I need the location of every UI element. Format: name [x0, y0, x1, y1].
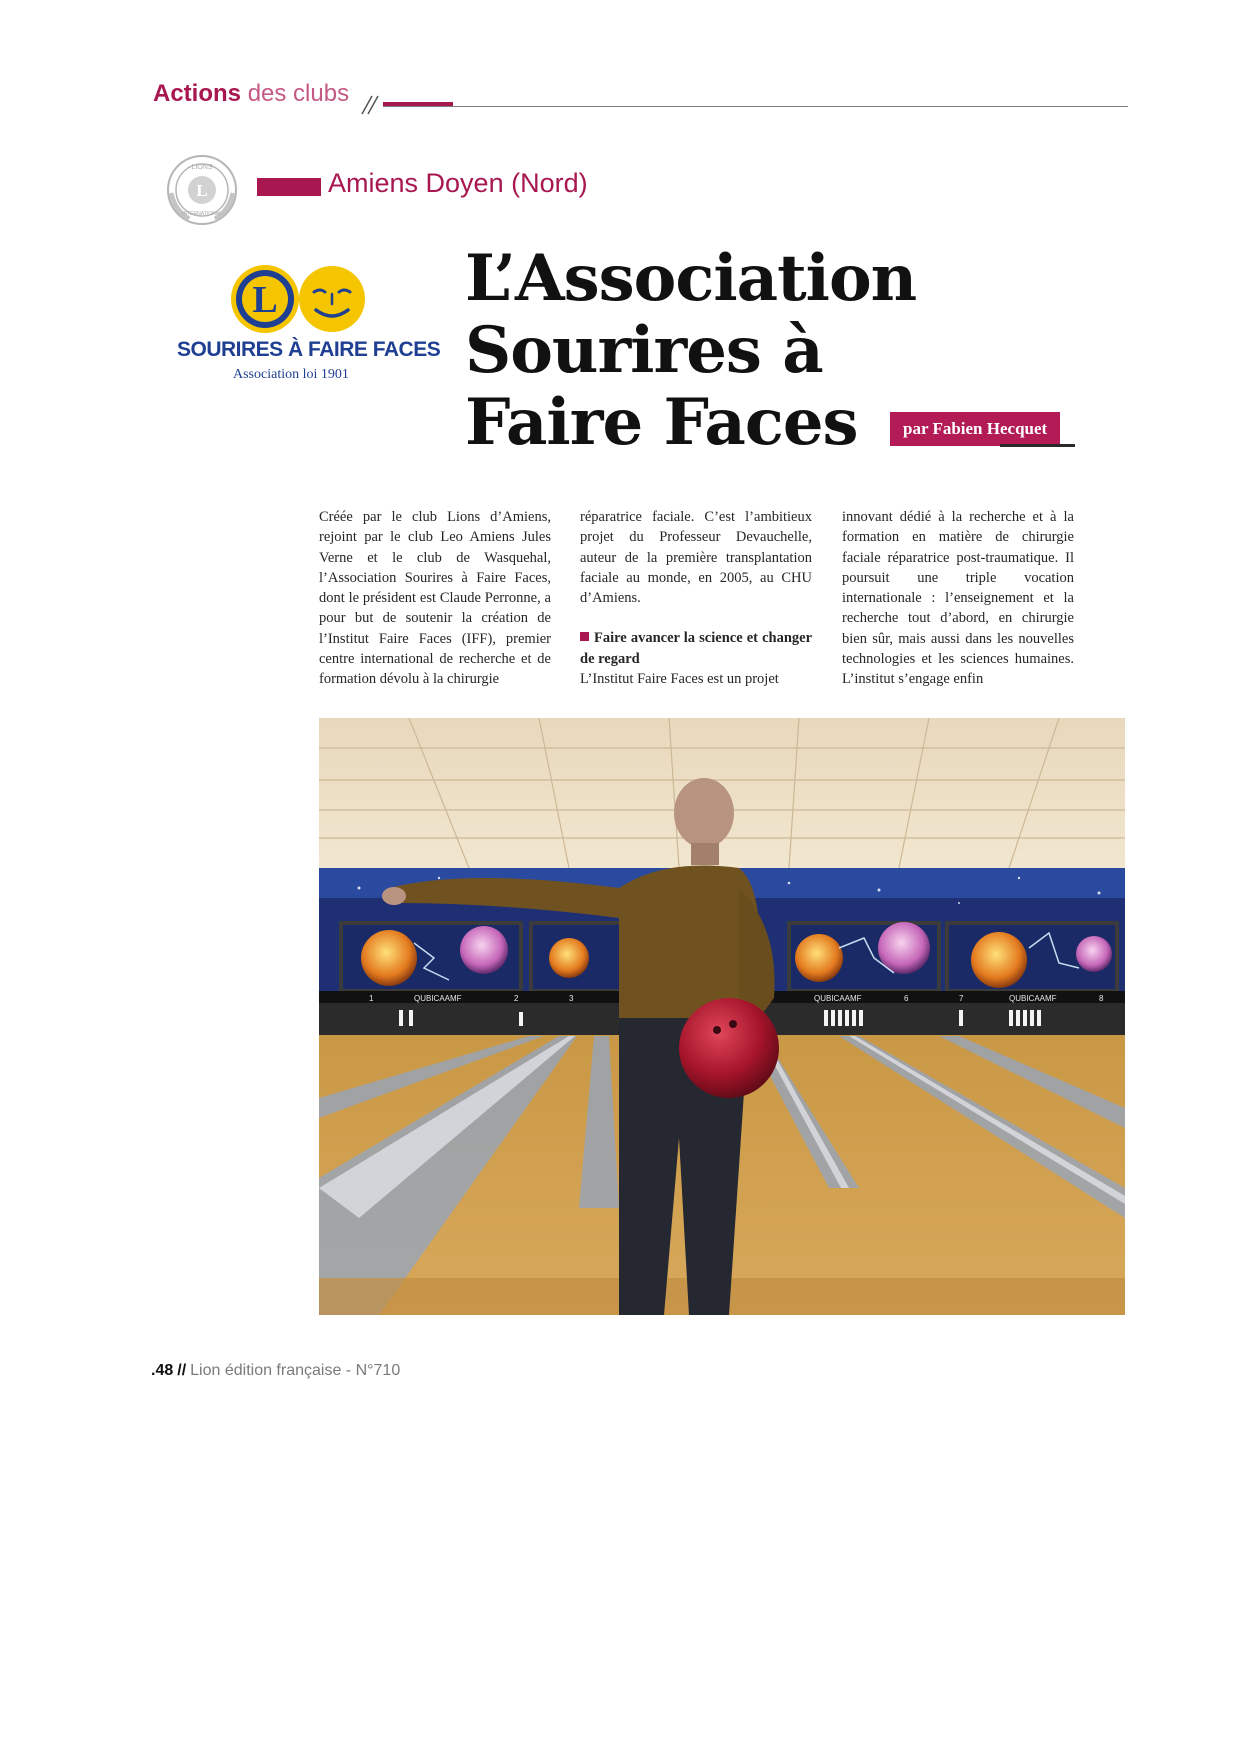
article-column-1 — [319, 507, 551, 690]
article-title — [465, 243, 915, 459]
lane-sign: QUBICAAMF — [414, 994, 462, 1003]
byline: par Fabien Hecquet — [890, 412, 1060, 446]
column-text: Créée par le club Lions d’Amiens, rejoint par le club Leo Amiens Jules Verne et le club de Wasquehal, l’Association Sourires à Faire Faces, dont le président est Claude Perronne, a pour but de soutenir la création de l’Institut Faire Faces (IFF), premier centre international de recherche et de formation dévolu à la chirurgie — [319, 509, 551, 688]
footer-separator: // — [177, 1362, 187, 1379]
club-name: Amiens Doyen (Nord) — [328, 168, 588, 198]
square-bullet-icon — [580, 632, 589, 641]
column-text: réparatrice faciale. C’est l’ambitieux projet du Professeur Devauchelle, auteur de la première transplantation faciale au monde, en 2005, au CHU d’Amiens. — [580, 509, 812, 607]
column-text: innovant dédié à la recherche et à la formation en matière de chirurgie faciale réparatrice post-traumatique. Il poursuit une triple vocation internationale : l’enseignement et la recherche tout d’abord, en chirurgie bien sûr, mais aussi dans les nouvelles technologies et les sciences humaines. L’institut s’engage enfin — [842, 509, 1074, 688]
title-line: L’Association — [465, 241, 917, 316]
page-footer — [151, 1362, 400, 1380]
column-text: L’Institut Faire Faces est un projet — [580, 671, 779, 688]
publication-name: Lion édition française - N°710 — [190, 1362, 401, 1379]
logo-subtitle: Association loi 1901 — [233, 367, 349, 382]
lane-number: 1 — [369, 994, 374, 1003]
section-title-strong: Actions — [153, 80, 242, 107]
subheading — [580, 628, 812, 669]
lane-sign: QUBICAAMF — [1009, 994, 1057, 1003]
bowling-photo — [319, 718, 1125, 1315]
article-column-3 — [842, 507, 1074, 690]
club-accent-bar — [257, 178, 321, 196]
logo-name: SOURIRES À FAIRE FACES — [177, 338, 441, 361]
lane-number: 8 — [1099, 994, 1104, 1003]
article-column-2 — [580, 507, 812, 689]
lane-number: 2 — [514, 994, 519, 1003]
subheading-text: Faire avancer la science et changer de regard — [580, 630, 812, 667]
lane-sign: QUBICAAMF — [814, 994, 862, 1003]
emblem-bottom-text: INTERNATIONAL — [182, 211, 222, 217]
title-line: Sourires à — [465, 313, 823, 388]
header-rule — [383, 106, 1128, 107]
byline-underline — [1000, 444, 1075, 447]
lane-number: 3 — [569, 994, 574, 1003]
association-logo-icon — [228, 262, 368, 336]
emblem-letter: L — [196, 181, 208, 200]
page-number: .48 — [151, 1362, 174, 1379]
section-header — [153, 80, 349, 108]
logo-letter: L — [252, 279, 278, 321]
lions-emblem-icon — [165, 153, 239, 227]
header-slashes-icon — [360, 92, 380, 116]
emblem-top-text: LIONS — [191, 164, 213, 171]
lane-number: 7 — [959, 994, 964, 1003]
section-title-light: des clubs — [247, 80, 350, 107]
title-line: Faire Faces — [465, 385, 858, 460]
lane-number: 6 — [904, 994, 909, 1003]
